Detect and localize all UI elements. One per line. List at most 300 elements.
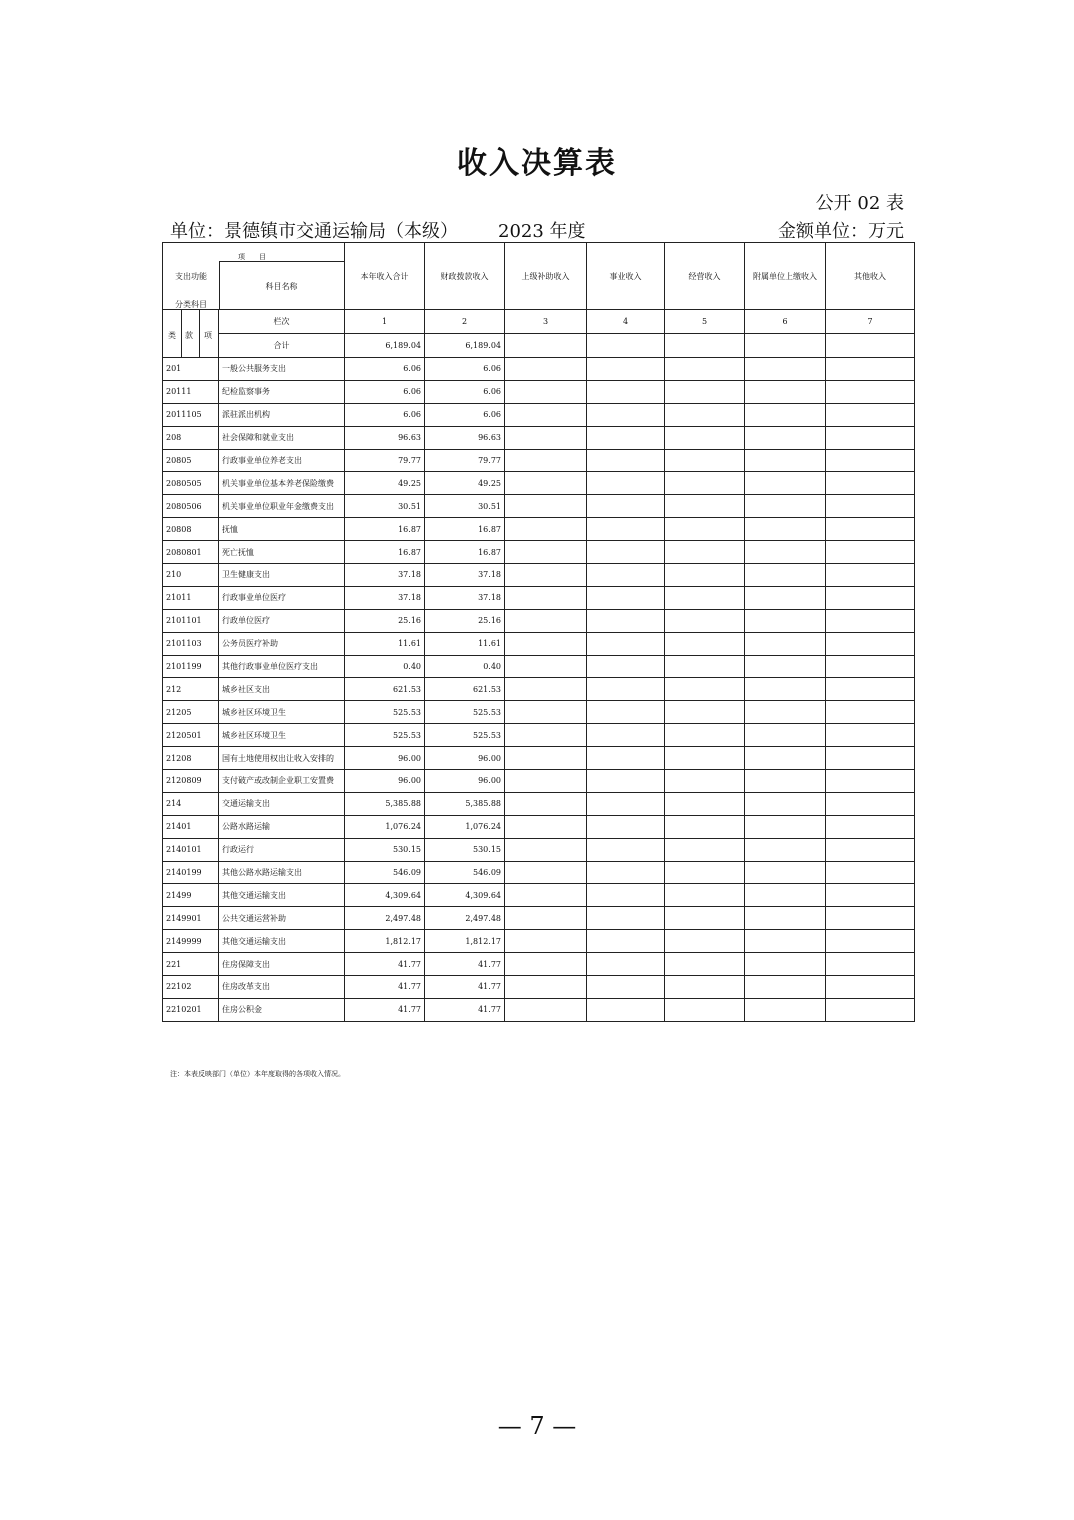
row-total: 25.16	[345, 609, 425, 632]
row-name: 公路水路运输	[219, 815, 345, 838]
row-name: 城乡社区支出	[219, 678, 345, 701]
row-empty	[826, 907, 915, 930]
row-empty	[665, 495, 745, 518]
row-empty	[665, 655, 745, 678]
row-empty	[665, 518, 745, 541]
row-fiscal: 25.16	[425, 609, 505, 632]
table-row	[163, 930, 915, 953]
row-code: 21499	[163, 884, 219, 907]
row-fiscal: 96.00	[425, 747, 505, 770]
table-row	[163, 403, 915, 426]
row-empty	[665, 609, 745, 632]
row-total: 1,812.17	[345, 930, 425, 953]
row-name: 公共交通运营补助	[219, 907, 345, 930]
row-code: 2140199	[163, 861, 219, 884]
row-total: 2,497.48	[345, 907, 425, 930]
row-code: 21401	[163, 815, 219, 838]
row-total: 6.06	[345, 358, 425, 381]
row-total: 41.77	[345, 953, 425, 976]
row-total: 96.63	[345, 426, 425, 449]
row-empty	[665, 426, 745, 449]
total-value	[826, 334, 915, 358]
row-total: 37.18	[345, 564, 425, 587]
row-empty	[745, 586, 826, 609]
row-empty	[505, 609, 587, 632]
row-fiscal: 6.06	[425, 380, 505, 403]
row-empty	[745, 701, 826, 724]
row-empty	[745, 472, 826, 495]
row-fiscal: 546.09	[425, 861, 505, 884]
row-name: 机关事业单位基本养老保险缴费	[219, 472, 345, 495]
row-empty	[745, 815, 826, 838]
row-empty	[505, 472, 587, 495]
row-empty	[587, 472, 665, 495]
row-name: 交通运输支出	[219, 792, 345, 815]
row-empty	[826, 609, 915, 632]
row-name: 卫生健康支出	[219, 564, 345, 587]
row-total: 525.53	[345, 701, 425, 724]
amount-unit: 金额单位：万元	[778, 221, 904, 242]
row-empty	[745, 449, 826, 472]
row-empty	[665, 907, 745, 930]
row-empty	[665, 472, 745, 495]
row-empty	[587, 976, 665, 999]
row-name: 派驻派出机构	[219, 403, 345, 426]
row-empty	[505, 518, 587, 541]
row-name: 住房改革支出	[219, 976, 345, 999]
row-empty	[505, 861, 587, 884]
row-fiscal: 525.53	[425, 701, 505, 724]
row-empty	[587, 724, 665, 747]
row-empty	[505, 770, 587, 793]
row-fiscal: 41.77	[425, 998, 505, 1021]
row-fiscal: 2,497.48	[425, 907, 505, 930]
row-fiscal: 11.61	[425, 632, 505, 655]
row-name: 纪检监察事务	[219, 380, 345, 403]
row-empty	[745, 953, 826, 976]
row-empty	[826, 930, 915, 953]
row-empty	[587, 884, 665, 907]
row-empty	[505, 564, 587, 587]
table-code: 公开 02 表	[815, 193, 904, 214]
row-empty	[745, 770, 826, 793]
row-empty	[505, 380, 587, 403]
row-code: 210	[163, 564, 219, 587]
row-name: 行政运行	[219, 838, 345, 861]
row-fiscal: 525.53	[425, 724, 505, 747]
row-name: 支付破产或改制企业职工安置费	[219, 770, 345, 793]
header-func-line1: 支出功能	[175, 272, 207, 281]
page-number: — 7 —	[497, 1412, 577, 1440]
total-value: 6,189.04	[425, 334, 505, 358]
report-title: 收入决算表	[457, 146, 617, 181]
row-empty	[665, 724, 745, 747]
row-empty	[587, 770, 665, 793]
row-empty	[665, 403, 745, 426]
header-item: 项 目	[238, 253, 266, 261]
row-fiscal: 4,309.64	[425, 884, 505, 907]
row-empty	[587, 701, 665, 724]
lei-label: 类	[168, 331, 176, 340]
row-fiscal: 621.53	[425, 678, 505, 701]
row-empty	[505, 541, 587, 564]
row-empty	[826, 792, 915, 815]
row-empty	[587, 678, 665, 701]
row-empty	[665, 930, 745, 953]
row-fiscal: 16.87	[425, 518, 505, 541]
kuan-label: 款	[185, 331, 193, 340]
table-row	[163, 380, 915, 403]
table-row	[163, 449, 915, 472]
table-row	[163, 724, 915, 747]
row-code: 20808	[163, 518, 219, 541]
row-empty	[745, 358, 826, 381]
row-code: 201	[163, 358, 219, 381]
row-empty	[587, 632, 665, 655]
row-empty	[745, 678, 826, 701]
row-empty	[505, 884, 587, 907]
row-empty	[587, 953, 665, 976]
row-fiscal: 6.06	[425, 358, 505, 381]
table-row	[163, 770, 915, 793]
col-header: 经营收入	[665, 243, 745, 310]
row-empty	[587, 907, 665, 930]
row-empty	[587, 426, 665, 449]
row-empty	[826, 495, 915, 518]
row-code: 2080801	[163, 541, 219, 564]
xiang-label: 项	[204, 331, 212, 340]
table-row	[163, 747, 915, 770]
row-fiscal: 1,076.24	[425, 815, 505, 838]
row-total: 621.53	[345, 678, 425, 701]
row-empty	[505, 701, 587, 724]
table-row	[163, 884, 915, 907]
row-empty	[505, 998, 587, 1021]
row-empty	[587, 609, 665, 632]
row-empty	[505, 907, 587, 930]
year-label: 2023 年度	[498, 221, 586, 242]
row-empty	[665, 678, 745, 701]
row-empty	[745, 564, 826, 587]
row-fiscal: 41.77	[425, 953, 505, 976]
row-total: 49.25	[345, 472, 425, 495]
income-table	[162, 242, 915, 1022]
row-empty	[505, 495, 587, 518]
row-empty	[587, 449, 665, 472]
row-code: 21011	[163, 586, 219, 609]
row-empty	[826, 953, 915, 976]
row-name: 住房公积金	[219, 998, 345, 1021]
total-label: 合计	[219, 334, 345, 358]
row-code: 2101101	[163, 609, 219, 632]
row-empty	[826, 380, 915, 403]
row-empty	[505, 724, 587, 747]
row-total: 4,309.64	[345, 884, 425, 907]
row-empty	[745, 998, 826, 1021]
row-fiscal: 530.15	[425, 838, 505, 861]
row-fiscal: 37.18	[425, 586, 505, 609]
row-empty	[826, 838, 915, 861]
row-empty	[505, 838, 587, 861]
row-total: 30.51	[345, 495, 425, 518]
row-empty	[745, 495, 826, 518]
row-empty	[665, 586, 745, 609]
row-empty	[587, 403, 665, 426]
row-code: 2101103	[163, 632, 219, 655]
row-code: 20111	[163, 380, 219, 403]
row-code: 2210201	[163, 998, 219, 1021]
row-empty	[505, 815, 587, 838]
row-fiscal: 41.77	[425, 976, 505, 999]
table-row	[163, 495, 915, 518]
row-code: 2149999	[163, 930, 219, 953]
row-total: 0.40	[345, 655, 425, 678]
row-empty	[826, 884, 915, 907]
row-empty	[745, 426, 826, 449]
col-number: 5	[665, 310, 745, 334]
table-row	[163, 792, 915, 815]
row-name: 其他公路水路运输支出	[219, 861, 345, 884]
table-row	[163, 632, 915, 655]
row-empty	[745, 518, 826, 541]
row-total: 6.06	[345, 403, 425, 426]
row-empty	[826, 747, 915, 770]
col-number: 4	[587, 310, 665, 334]
row-empty	[587, 792, 665, 815]
row-empty	[826, 976, 915, 999]
row-empty	[745, 792, 826, 815]
table-row	[163, 838, 915, 861]
row-empty	[665, 953, 745, 976]
row-code: 21208	[163, 747, 219, 770]
row-empty	[745, 380, 826, 403]
row-empty	[665, 838, 745, 861]
row-code: 221	[163, 953, 219, 976]
row-name: 机关事业单位职业年金缴费支出	[219, 495, 345, 518]
row-total: 37.18	[345, 586, 425, 609]
row-empty	[665, 770, 745, 793]
row-name: 一般公共服务支出	[219, 358, 345, 381]
col-number: 1	[345, 310, 425, 334]
row-empty	[745, 655, 826, 678]
row-empty	[665, 815, 745, 838]
row-empty	[826, 861, 915, 884]
total-value	[587, 334, 665, 358]
row-empty	[505, 792, 587, 815]
row-empty	[505, 426, 587, 449]
table-row	[163, 541, 915, 564]
row-total: 11.61	[345, 632, 425, 655]
row-fiscal: 16.87	[425, 541, 505, 564]
row-empty	[505, 586, 587, 609]
row-fiscal: 96.00	[425, 770, 505, 793]
row-empty	[505, 953, 587, 976]
col-header: 事业收入	[587, 243, 665, 310]
row-empty	[665, 380, 745, 403]
row-name: 行政单位医疗	[219, 609, 345, 632]
row-empty	[826, 564, 915, 587]
row-empty	[505, 358, 587, 381]
header-subject-name: 科目名称	[265, 282, 298, 291]
row-empty	[665, 541, 745, 564]
lanci-label: 栏次	[219, 310, 345, 334]
col-header: 其他收入	[826, 243, 915, 310]
col-number: 6	[745, 310, 826, 334]
row-code: 21205	[163, 701, 219, 724]
row-empty	[587, 380, 665, 403]
table-row	[163, 976, 915, 999]
row-name: 行政事业单位养老支出	[219, 449, 345, 472]
table-row	[163, 472, 915, 495]
row-empty	[505, 449, 587, 472]
row-empty	[665, 998, 745, 1021]
row-empty	[587, 564, 665, 587]
row-fiscal: 96.63	[425, 426, 505, 449]
row-code: 2080505	[163, 472, 219, 495]
row-code: 2120809	[163, 770, 219, 793]
col-header: 上级补助收入	[505, 243, 587, 310]
row-code: 2101199	[163, 655, 219, 678]
row-empty	[826, 815, 915, 838]
row-empty	[665, 449, 745, 472]
row-empty	[826, 403, 915, 426]
table-row	[163, 953, 915, 976]
row-empty	[505, 403, 587, 426]
row-name: 公务员医疗补助	[219, 632, 345, 655]
table-row	[163, 998, 915, 1021]
row-empty	[665, 358, 745, 381]
row-empty	[505, 976, 587, 999]
row-empty	[826, 632, 915, 655]
row-fiscal: 0.40	[425, 655, 505, 678]
table-row	[163, 564, 915, 587]
row-empty	[587, 838, 665, 861]
row-empty	[826, 701, 915, 724]
row-empty	[745, 907, 826, 930]
total-value	[505, 334, 587, 358]
row-fiscal: 6.06	[425, 403, 505, 426]
unit-label: 单位：景德镇市交通运输局（本级）	[170, 221, 458, 242]
row-empty	[665, 861, 745, 884]
row-fiscal: 49.25	[425, 472, 505, 495]
row-name: 其他行政事业单位医疗支出	[219, 655, 345, 678]
row-total: 16.87	[345, 518, 425, 541]
row-total: 530.15	[345, 838, 425, 861]
row-empty	[587, 518, 665, 541]
row-total: 96.00	[345, 770, 425, 793]
row-name: 其他交通运输支出	[219, 884, 345, 907]
row-empty	[826, 586, 915, 609]
row-code: 22102	[163, 976, 219, 999]
row-empty	[587, 541, 665, 564]
row-total: 96.00	[345, 747, 425, 770]
row-empty	[587, 358, 665, 381]
row-empty	[745, 976, 826, 999]
row-empty	[826, 449, 915, 472]
row-empty	[665, 747, 745, 770]
col-number: 3	[505, 310, 587, 334]
table-row	[163, 907, 915, 930]
row-code: 2080506	[163, 495, 219, 518]
row-empty	[826, 358, 915, 381]
table-row	[163, 518, 915, 541]
col-header: 附属单位上缴收入	[745, 243, 826, 310]
total-value: 6,189.04	[345, 334, 425, 358]
row-empty	[505, 678, 587, 701]
table-row	[163, 861, 915, 884]
row-name: 行政事业单位医疗	[219, 586, 345, 609]
row-empty	[745, 403, 826, 426]
row-name: 城乡社区环境卫生	[219, 701, 345, 724]
header-item-cell	[163, 243, 345, 310]
header-func-line2: 分类科目	[175, 300, 207, 309]
row-fiscal: 1,812.17	[425, 930, 505, 953]
row-name: 城乡社区环境卫生	[219, 724, 345, 747]
row-empty	[587, 930, 665, 953]
table-row	[163, 358, 915, 381]
row-empty	[745, 747, 826, 770]
row-empty	[505, 632, 587, 655]
row-code: 2140101	[163, 838, 219, 861]
col-number: 7	[826, 310, 915, 334]
row-empty	[745, 838, 826, 861]
row-name: 住房保障支出	[219, 953, 345, 976]
row-empty	[745, 861, 826, 884]
row-name: 死亡抚恤	[219, 541, 345, 564]
row-total: 6.06	[345, 380, 425, 403]
row-code: 2149901	[163, 907, 219, 930]
row-total: 79.77	[345, 449, 425, 472]
row-empty	[587, 815, 665, 838]
row-empty	[587, 495, 665, 518]
row-code: 2120501	[163, 724, 219, 747]
table-row	[163, 678, 915, 701]
row-empty	[665, 564, 745, 587]
row-empty	[826, 998, 915, 1021]
row-code: 212	[163, 678, 219, 701]
row-name: 国有土地使用权出让收入安排的	[219, 747, 345, 770]
row-empty	[745, 541, 826, 564]
row-empty	[665, 976, 745, 999]
table-row	[163, 609, 915, 632]
row-empty	[826, 724, 915, 747]
row-empty	[826, 770, 915, 793]
row-empty	[826, 518, 915, 541]
row-empty	[745, 724, 826, 747]
row-name: 抚恤	[219, 518, 345, 541]
row-empty	[745, 609, 826, 632]
row-empty	[587, 998, 665, 1021]
row-empty	[826, 678, 915, 701]
table-row	[163, 701, 915, 724]
row-name: 社会保障和就业支出	[219, 426, 345, 449]
row-empty	[745, 632, 826, 655]
row-empty	[587, 861, 665, 884]
row-fiscal: 37.18	[425, 564, 505, 587]
row-empty	[665, 792, 745, 815]
row-empty	[826, 426, 915, 449]
row-total: 41.77	[345, 976, 425, 999]
total-value	[665, 334, 745, 358]
row-total: 16.87	[345, 541, 425, 564]
row-total: 5,385.88	[345, 792, 425, 815]
row-empty	[665, 632, 745, 655]
row-total: 41.77	[345, 998, 425, 1021]
row-empty	[745, 884, 826, 907]
table-row	[163, 586, 915, 609]
col-header: 财政拨款收入	[425, 243, 505, 310]
table-row	[163, 426, 915, 449]
